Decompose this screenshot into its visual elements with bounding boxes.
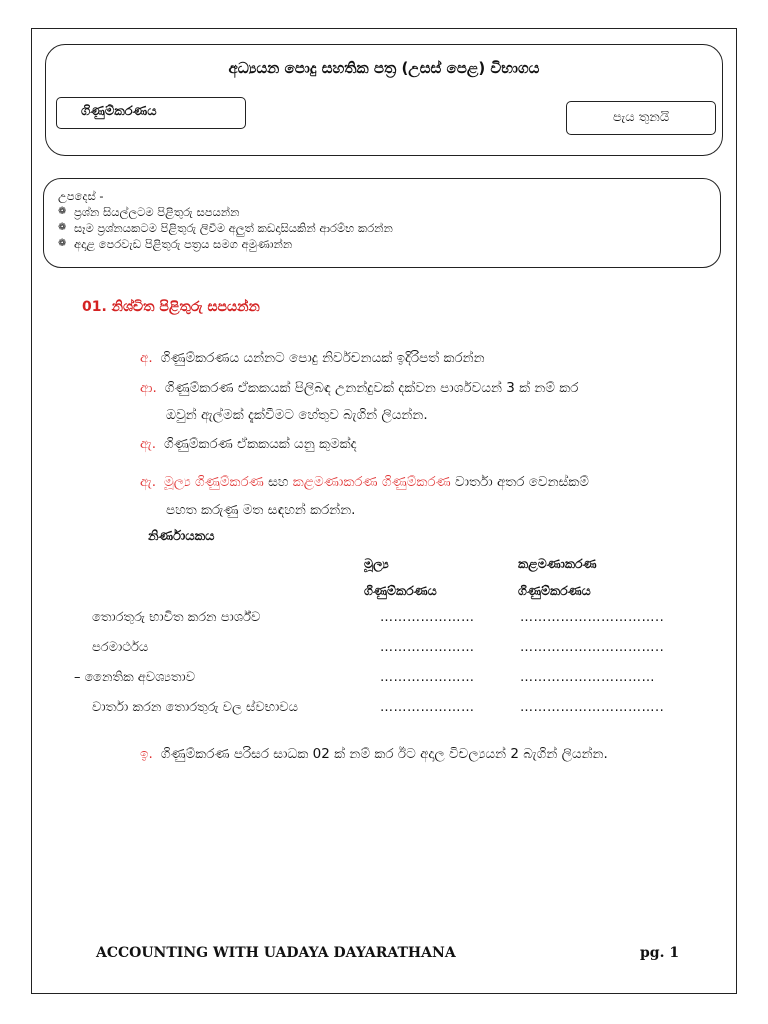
exam-title: අධ්‍යයන පොදු සහතික පත්‍ර (උසස් පෙළ) විභාගය	[228, 59, 540, 77]
answer-dots: …………………………	[520, 670, 655, 685]
col-financial-line2: ගිණුම්කරණය	[364, 583, 437, 598]
page-number: pg. 1	[640, 945, 680, 961]
question-part: ආ. ගිණුම්කරණ ඒකකයක් පිලිබඳ උනන්දුවක් දක්වන පාර්ශවයන් 3 ක් නම් කර	[140, 380, 579, 396]
table-row-label: වාර්තා කරන තොරතුරු වල ස්වභාවය	[92, 700, 298, 715]
header-box	[45, 44, 723, 156]
page-border	[31, 28, 737, 994]
answer-dots: …………………	[380, 670, 475, 685]
question-part-continued: ඔවුන් ඇල්මක් දැක්වීමට හේතුව බැගින් ලියන්න.	[166, 407, 428, 423]
col-management-line1: කළමණාකරණ	[518, 556, 597, 571]
question-part: අ. ගිණුම්කරණය යන්නට පොදු නිර්වචනයක් ඉදිරිපත් කරන්න	[140, 350, 485, 366]
question-part-continued: පහත කරුණු මත සඳහන් කරන්න.	[166, 502, 356, 518]
question-heading: 01. නිශ්චිත පිළිතුරු සපයන්න	[82, 299, 260, 315]
answer-dots: …………………	[380, 610, 475, 625]
question-part: ඉ. ගිණුම්කරණ පරිසර සාධක 02 ක් නම් කර ඊට අදාල විචල්‍යයන් 2 බැගින් ලියන්න.	[140, 746, 608, 762]
answer-dots: …………………………..	[520, 700, 665, 715]
table-row-label: – නෛතික අවශ්‍යතාව	[74, 670, 196, 685]
answer-dots: …………………	[380, 640, 475, 655]
question-part: ඇ. මූල්‍ය ගිණුම්කරණ සහ කළමණාකරණ ගිණුම්කරණ වාර්තා අතර වෙනස්කම්	[140, 474, 589, 490]
col-financial-line1: මූල්‍ය	[364, 556, 389, 571]
instruction-item: ❁ ප්‍රශ්න සියල්ලටම පිළිතුරු සපයන්න	[58, 205, 240, 219]
answer-dots: …………………………..	[520, 610, 665, 625]
flower-bullet-icon: ❁	[58, 206, 67, 217]
col-management-line2: ගිණුම්කරණය	[518, 583, 591, 598]
flower-bullet-icon: ❁	[58, 238, 67, 249]
question-part: ඇ. ගිණුම්කරණ ඒකකයක් යනු කුමක්ද	[140, 436, 357, 452]
instruction-item: ❁ සෑම ප්‍රශ්නයකටම පිළිතුරු ලිවීම අලුත් කඩදාසියකින් ආරම්භ කරන්න	[58, 221, 393, 235]
table-row-label: පරමාර්ථය	[92, 640, 149, 655]
instructions-title: උපදෙස් -	[58, 189, 104, 203]
subject-box: ගිණුම්කරණය	[56, 97, 246, 129]
duration-box: පැය තුනයි	[566, 101, 716, 135]
instruction-item: ❁ අදාළ පෙරවැඩ පිළිතුරු පත්‍රය සමග අමුණාන්න	[58, 237, 293, 251]
footer-brand: ACCOUNTING WITH UADAYA DAYARATHANA	[96, 945, 456, 961]
flower-bullet-icon: ❁	[58, 222, 67, 233]
instructions-box	[43, 178, 721, 268]
criterion-label: නිර්ණායකය	[148, 529, 215, 544]
answer-dots: …………………	[380, 700, 475, 715]
answer-dots: …………………………..	[520, 640, 665, 655]
table-row-label: තොරතුරු භාවිත කරන පාර්ශ්ව	[92, 610, 261, 625]
